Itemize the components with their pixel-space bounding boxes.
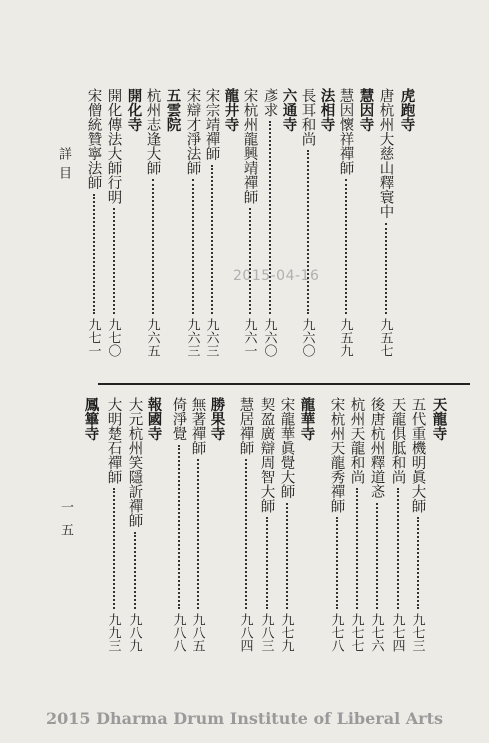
- toc-entry-title: 大明楚石禪師: [105, 397, 122, 484]
- temple-heading: 虎跑寺: [398, 88, 416, 132]
- temple-heading: 六通寺: [280, 88, 298, 132]
- dot-leader: [93, 194, 95, 315]
- toc-page-number: 九八三: [258, 613, 274, 652]
- toc-entry-title: 宋龍華眞覺大師: [278, 397, 295, 499]
- toc-page-number: 九六五: [144, 318, 160, 357]
- dot-leader: [266, 517, 268, 609]
- toc-page-number: 九六一: [241, 318, 257, 357]
- dot-leader: [113, 488, 115, 609]
- toc-page-number: 九五九: [337, 318, 353, 357]
- dot-leader: [192, 179, 194, 314]
- dot-leader: [345, 179, 347, 314]
- dot-leader: [245, 459, 247, 609]
- temple-heading: 開化寺: [125, 88, 143, 132]
- toc-page-number: 九七〇: [105, 318, 121, 357]
- toc-page-number: 九七九: [278, 613, 294, 652]
- toc-entry-title: 唐杭州大慈山釋寰中: [377, 88, 394, 219]
- temple-heading: 五雲院: [164, 88, 182, 132]
- dot-leader: [178, 445, 180, 610]
- temple-heading: 勝果寺: [208, 397, 226, 441]
- toc-entry-title: 倚淨覺: [170, 397, 187, 441]
- toc-entry-title: 天龍俱胝和尚: [389, 397, 406, 484]
- dot-leader: [113, 208, 115, 314]
- toc-entry-title: 杭州志逢大師: [144, 88, 161, 175]
- dot-leader: [307, 150, 309, 314]
- toc-entry-title: 慧居禪師: [237, 397, 254, 455]
- temple-heading: 慧因寺: [357, 88, 375, 132]
- toc-entry-title: 契盈廣辯周智大師: [258, 397, 275, 513]
- toc-page-number: 九八五: [189, 613, 205, 652]
- toc-entry-title: 無著禪師: [189, 397, 206, 455]
- toc-entry-title: 宋宗靖禪師: [203, 88, 220, 161]
- dot-leader: [152, 179, 154, 314]
- toc-page-number: 九五七: [377, 318, 393, 357]
- toc-page-number: 九七七: [348, 613, 364, 652]
- dot-leader: [417, 517, 419, 609]
- toc-entry-title: 開化傳法大師行明: [105, 88, 122, 204]
- toc-page-number: 九七一: [85, 318, 101, 357]
- dot-leader: [286, 503, 288, 610]
- dot-leader: [356, 488, 358, 609]
- toc-page-number: 九六三: [203, 318, 219, 357]
- temple-heading: 龍井寺: [222, 88, 240, 132]
- toc-entry-title: 宋杭州天龍秀禪師: [328, 397, 345, 513]
- toc-page-number: 九七四: [389, 613, 405, 652]
- section-divider: [98, 383, 470, 385]
- footer-watermark: 2015 Dharma Drum Institute of Liberal Arts: [46, 709, 443, 728]
- toc-page-number: 九七八: [328, 613, 344, 652]
- toc-entry-title: 五代重機明眞大師: [409, 397, 426, 513]
- toc-entry-title: 杭州天龍和尚: [348, 397, 365, 484]
- toc-page-number: 九六〇: [261, 318, 277, 357]
- toc-entry-title: 大元杭州笑隱訢禪師: [126, 397, 143, 528]
- toc-page-number: 九八四: [237, 613, 253, 652]
- dot-leader: [397, 488, 399, 609]
- dot-leader: [134, 532, 136, 610]
- dot-leader: [211, 165, 213, 315]
- dot-leader: [249, 208, 251, 314]
- toc-page-number: 九八八: [170, 613, 186, 652]
- toc-entry-title: 彥求: [261, 88, 278, 117]
- temple-heading: 龍華寺: [298, 397, 316, 441]
- toc-entry-title: 長耳和尚: [299, 88, 316, 146]
- toc-page-number: 九七三: [409, 613, 425, 652]
- temple-heading: 天龍寺: [430, 397, 448, 441]
- temple-heading: 報國寺: [145, 397, 163, 441]
- toc-page-number: 九八九: [126, 613, 142, 652]
- toc-entry-title: 後唐杭州釋道忞: [368, 397, 385, 499]
- toc-entry-title: 宋辯才淨法師: [184, 88, 201, 175]
- toc-page-number: 九六〇: [299, 318, 315, 357]
- toc-page-number: 九七六: [368, 613, 384, 652]
- dot-leader: [269, 121, 271, 314]
- toc-page-number: 九六三: [184, 318, 200, 357]
- date-stamp: 2015-04-16: [233, 268, 320, 284]
- running-header: 詳目: [56, 147, 71, 185]
- toc-entry-title: 慧因懷祥禪師: [337, 88, 354, 175]
- temple-heading: 鳳篳寺: [82, 397, 100, 441]
- page-number: 一五: [58, 500, 73, 546]
- toc-page-number: 九九三: [105, 613, 121, 652]
- toc-entry-title: 宋僧統贊寧法師: [85, 88, 102, 190]
- dot-leader: [197, 459, 199, 609]
- temple-heading: 法相寺: [318, 88, 336, 132]
- toc-entry-title: 宋杭州龍興靖禪師: [241, 88, 258, 204]
- dot-leader: [336, 517, 338, 609]
- dot-leader: [385, 223, 387, 315]
- dot-leader: [376, 503, 378, 610]
